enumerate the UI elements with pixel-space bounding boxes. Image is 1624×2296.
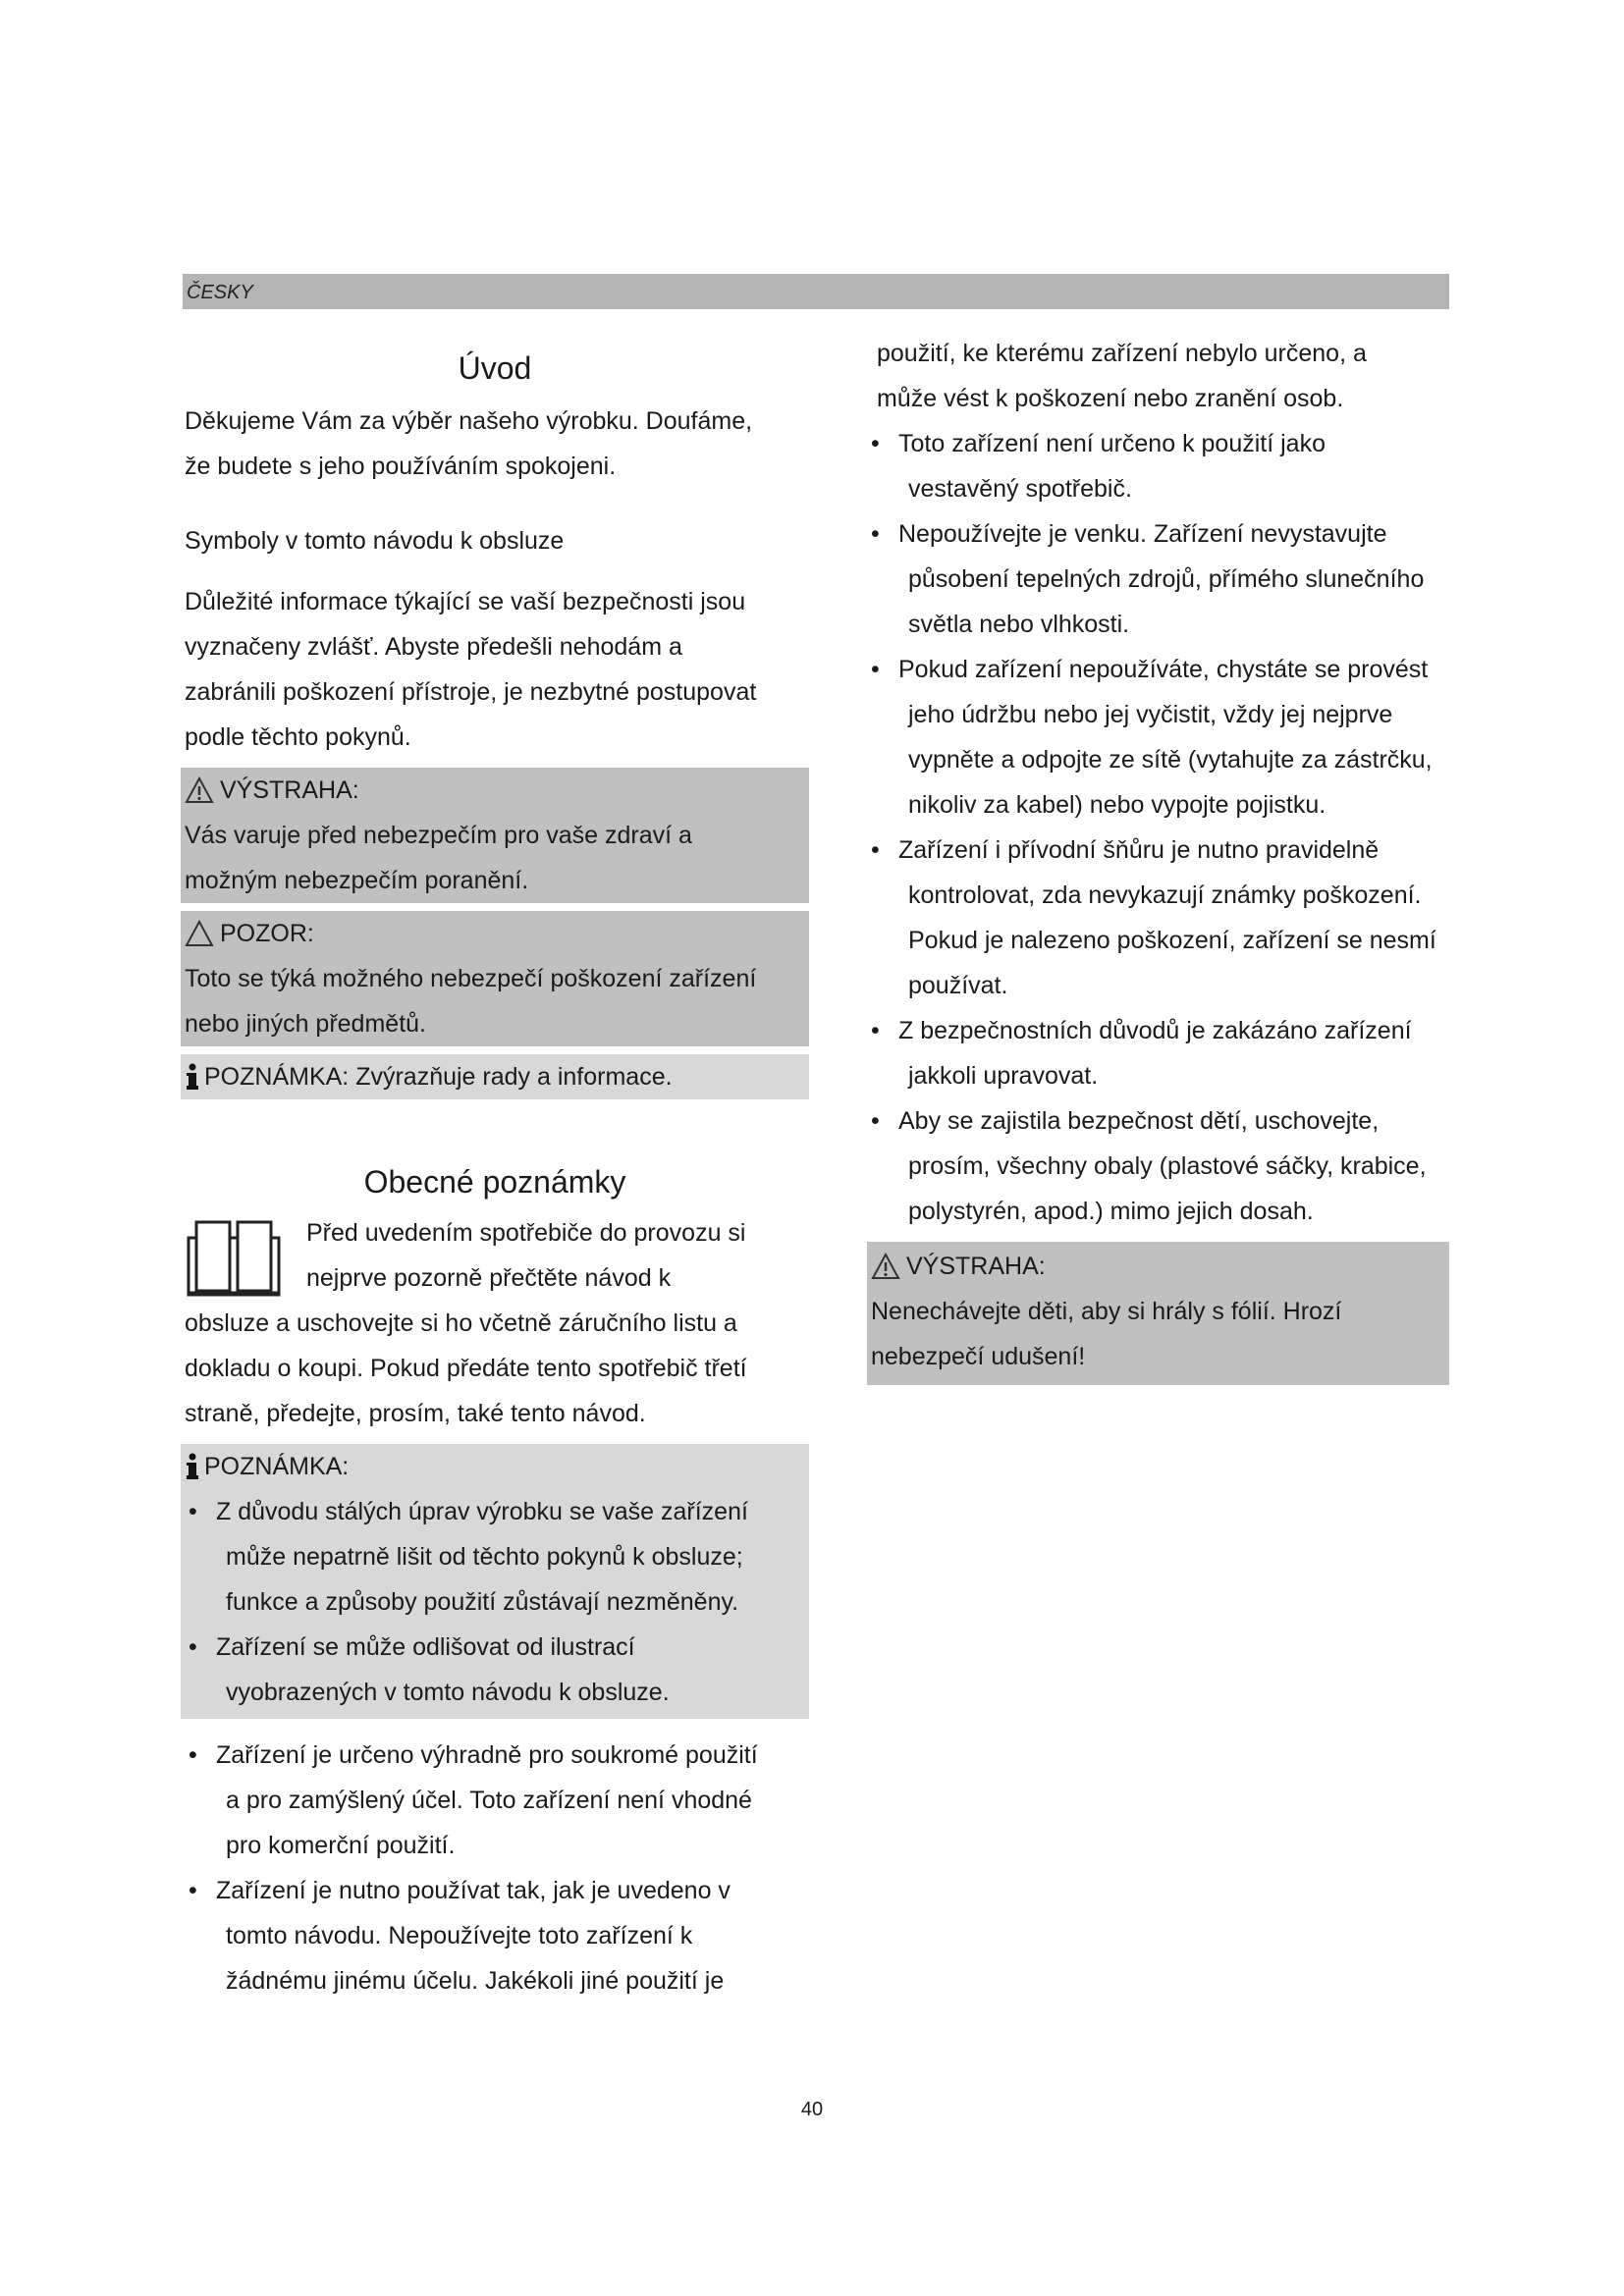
- list-item: • Zařízení je nutno používat tak, jak je uvedeno v tomto návodu. Nepoužívejte toto zařízení k žádnému jinému účelu. Jakékoli jiné použití je: [185, 1868, 805, 2003]
- note-text: Zvýrazňuje rady a informace.: [349, 1063, 673, 1091]
- warning-text-line: Vás varuje před nebezpečím pro vaše zdraví a: [185, 822, 692, 849]
- continuation-line: může vést k poškození nebo zranění osob.: [877, 385, 1344, 412]
- list-item: • Zařízení je určeno výhradně pro soukromé použití a pro zamýšlený účel. Toto zařízení není vhodné pro komerční použití.: [185, 1733, 805, 1868]
- note2-list: [185, 1489, 805, 1715]
- intro-text-line: že budete s jeho používáním spokojeni.: [185, 453, 617, 480]
- list-item: • Zařízení se může odlišovat od ilustrací vyobrazených v tomto návodu k obsluze.: [185, 1625, 805, 1715]
- caution-text-line: Toto se týká možného nebezpečí poškození zařízení: [185, 965, 757, 992]
- warning-text-line: možným nebezpečím poranění.: [185, 867, 529, 894]
- general-notes-heading: Obecné poznámky: [363, 1164, 626, 1200]
- list-item: • Z bezpečnostních důvodů je zakázáno zařízení jakkoli upravovat.: [867, 1008, 1449, 1098]
- info-icon: [185, 1453, 200, 1480]
- list-item: • Toto zařízení není určeno k použití jako vestavěný spotřebič.: [867, 421, 1449, 511]
- intro-heading: Úvod: [458, 350, 532, 386]
- warning-box-suffocation: [867, 1242, 1449, 1385]
- note-label: POZNÁMKA:: [204, 1063, 350, 1091]
- list-item: • Aby se zajistila bezpečnost dětí, uschovejte, prosím, všechny obaly (plastové sáčky, krabice, polystyrén, apod.) mimo jejich dosah.: [867, 1098, 1449, 1234]
- note2-box: [181, 1444, 809, 1719]
- book-text-line: nejprve pozorně přečtěte návod k: [306, 1264, 672, 1292]
- continuation-line: použití, ke kterému zařízení nebylo určeno, a: [877, 340, 1367, 367]
- symbols-text-line: podle těchto pokynů.: [185, 723, 411, 751]
- left-column: [185, 329, 805, 2003]
- list-item: • Pokud zařízení nepoužíváte, chystáte se provést jeho údržbu nebo jej vyčistit, vždy jej nejprve vypněte a odpojte ze sítě (vytahujte za zástrčku, nikoliv za kabel) nebo vypojte pojistku.: [867, 647, 1449, 828]
- caution-box: [181, 911, 809, 1046]
- warning-text-line: Nenechávejte děti, aby si hrály s fólií. Hrozí: [871, 1298, 1342, 1325]
- book-text-line: Před uvedením spotřebiče do provozu si: [306, 1219, 746, 1247]
- safety-list-left: [185, 1733, 805, 2003]
- general-text-line: straně, předejte, prosím, také tento návod.: [185, 1400, 646, 1427]
- warning-triangle-icon: [871, 1253, 900, 1280]
- symbols-text-line: zabránili poškození přístroje, je nezbytné postupovat: [185, 678, 757, 706]
- page-number: 40: [800, 2099, 824, 2120]
- caution-triangle-icon: [185, 920, 214, 947]
- note-box: [181, 1054, 809, 1099]
- warning-text-line: nebezpečí udušení!: [871, 1343, 1086, 1370]
- warning-title: VÝSTRAHA:: [220, 776, 359, 804]
- intro-text-line: Děkujeme Vám za výběr našeho výrobku. Doufáme,: [185, 407, 753, 435]
- list-item: • Nepoužívejte je venku. Zařízení nevystavujte působení tepelných zdrojů, přímého slunečního světla nebo vlhkosti.: [867, 511, 1449, 647]
- list-item: • Zařízení i přívodní šňůru je nutno pravidelně kontrolovat, zda nevykazují známky poškození. Pokud je nalezeno poškození, zařízení se nesmí používat.: [867, 828, 1449, 1008]
- general-text-line: dokladu o koupi. Pokud předáte tento spotřebič třetí: [185, 1355, 747, 1382]
- language-header-bar: [183, 274, 1449, 309]
- caution-title: POZOR:: [220, 920, 314, 947]
- right-column: [867, 331, 1449, 1385]
- info-icon: [185, 1063, 200, 1091]
- note2-title: POZNÁMKA:: [204, 1453, 350, 1480]
- warning-box: [181, 768, 809, 903]
- symbols-text-line: vyznačeny zvlášť. Abyste předešli nehodám a: [185, 633, 682, 661]
- list-item: • Z důvodu stálých úprav výrobku se vaše zařízení může nepatrně lišit od těchto pokynů k obsluze; funkce a způsoby použití zůstávají nezměněny.: [185, 1489, 805, 1625]
- language-label: ČESKY: [187, 282, 253, 303]
- general-text-line: obsluze a uschovejte si ho včetně záručního listu a: [185, 1309, 737, 1337]
- symbols-text-line: Důležité informace týkající se vaší bezpečnosti jsou: [185, 588, 746, 615]
- symbols-heading: Symboly v tomto návodu k obsluze: [185, 527, 565, 555]
- manual-book-icon: [185, 1216, 283, 1299]
- safety-list-right: [867, 421, 1449, 1234]
- warning-title: VÝSTRAHA:: [906, 1253, 1046, 1280]
- warning-triangle-icon: [185, 776, 214, 804]
- caution-text-line: nebo jiných předmětů.: [185, 1010, 426, 1038]
